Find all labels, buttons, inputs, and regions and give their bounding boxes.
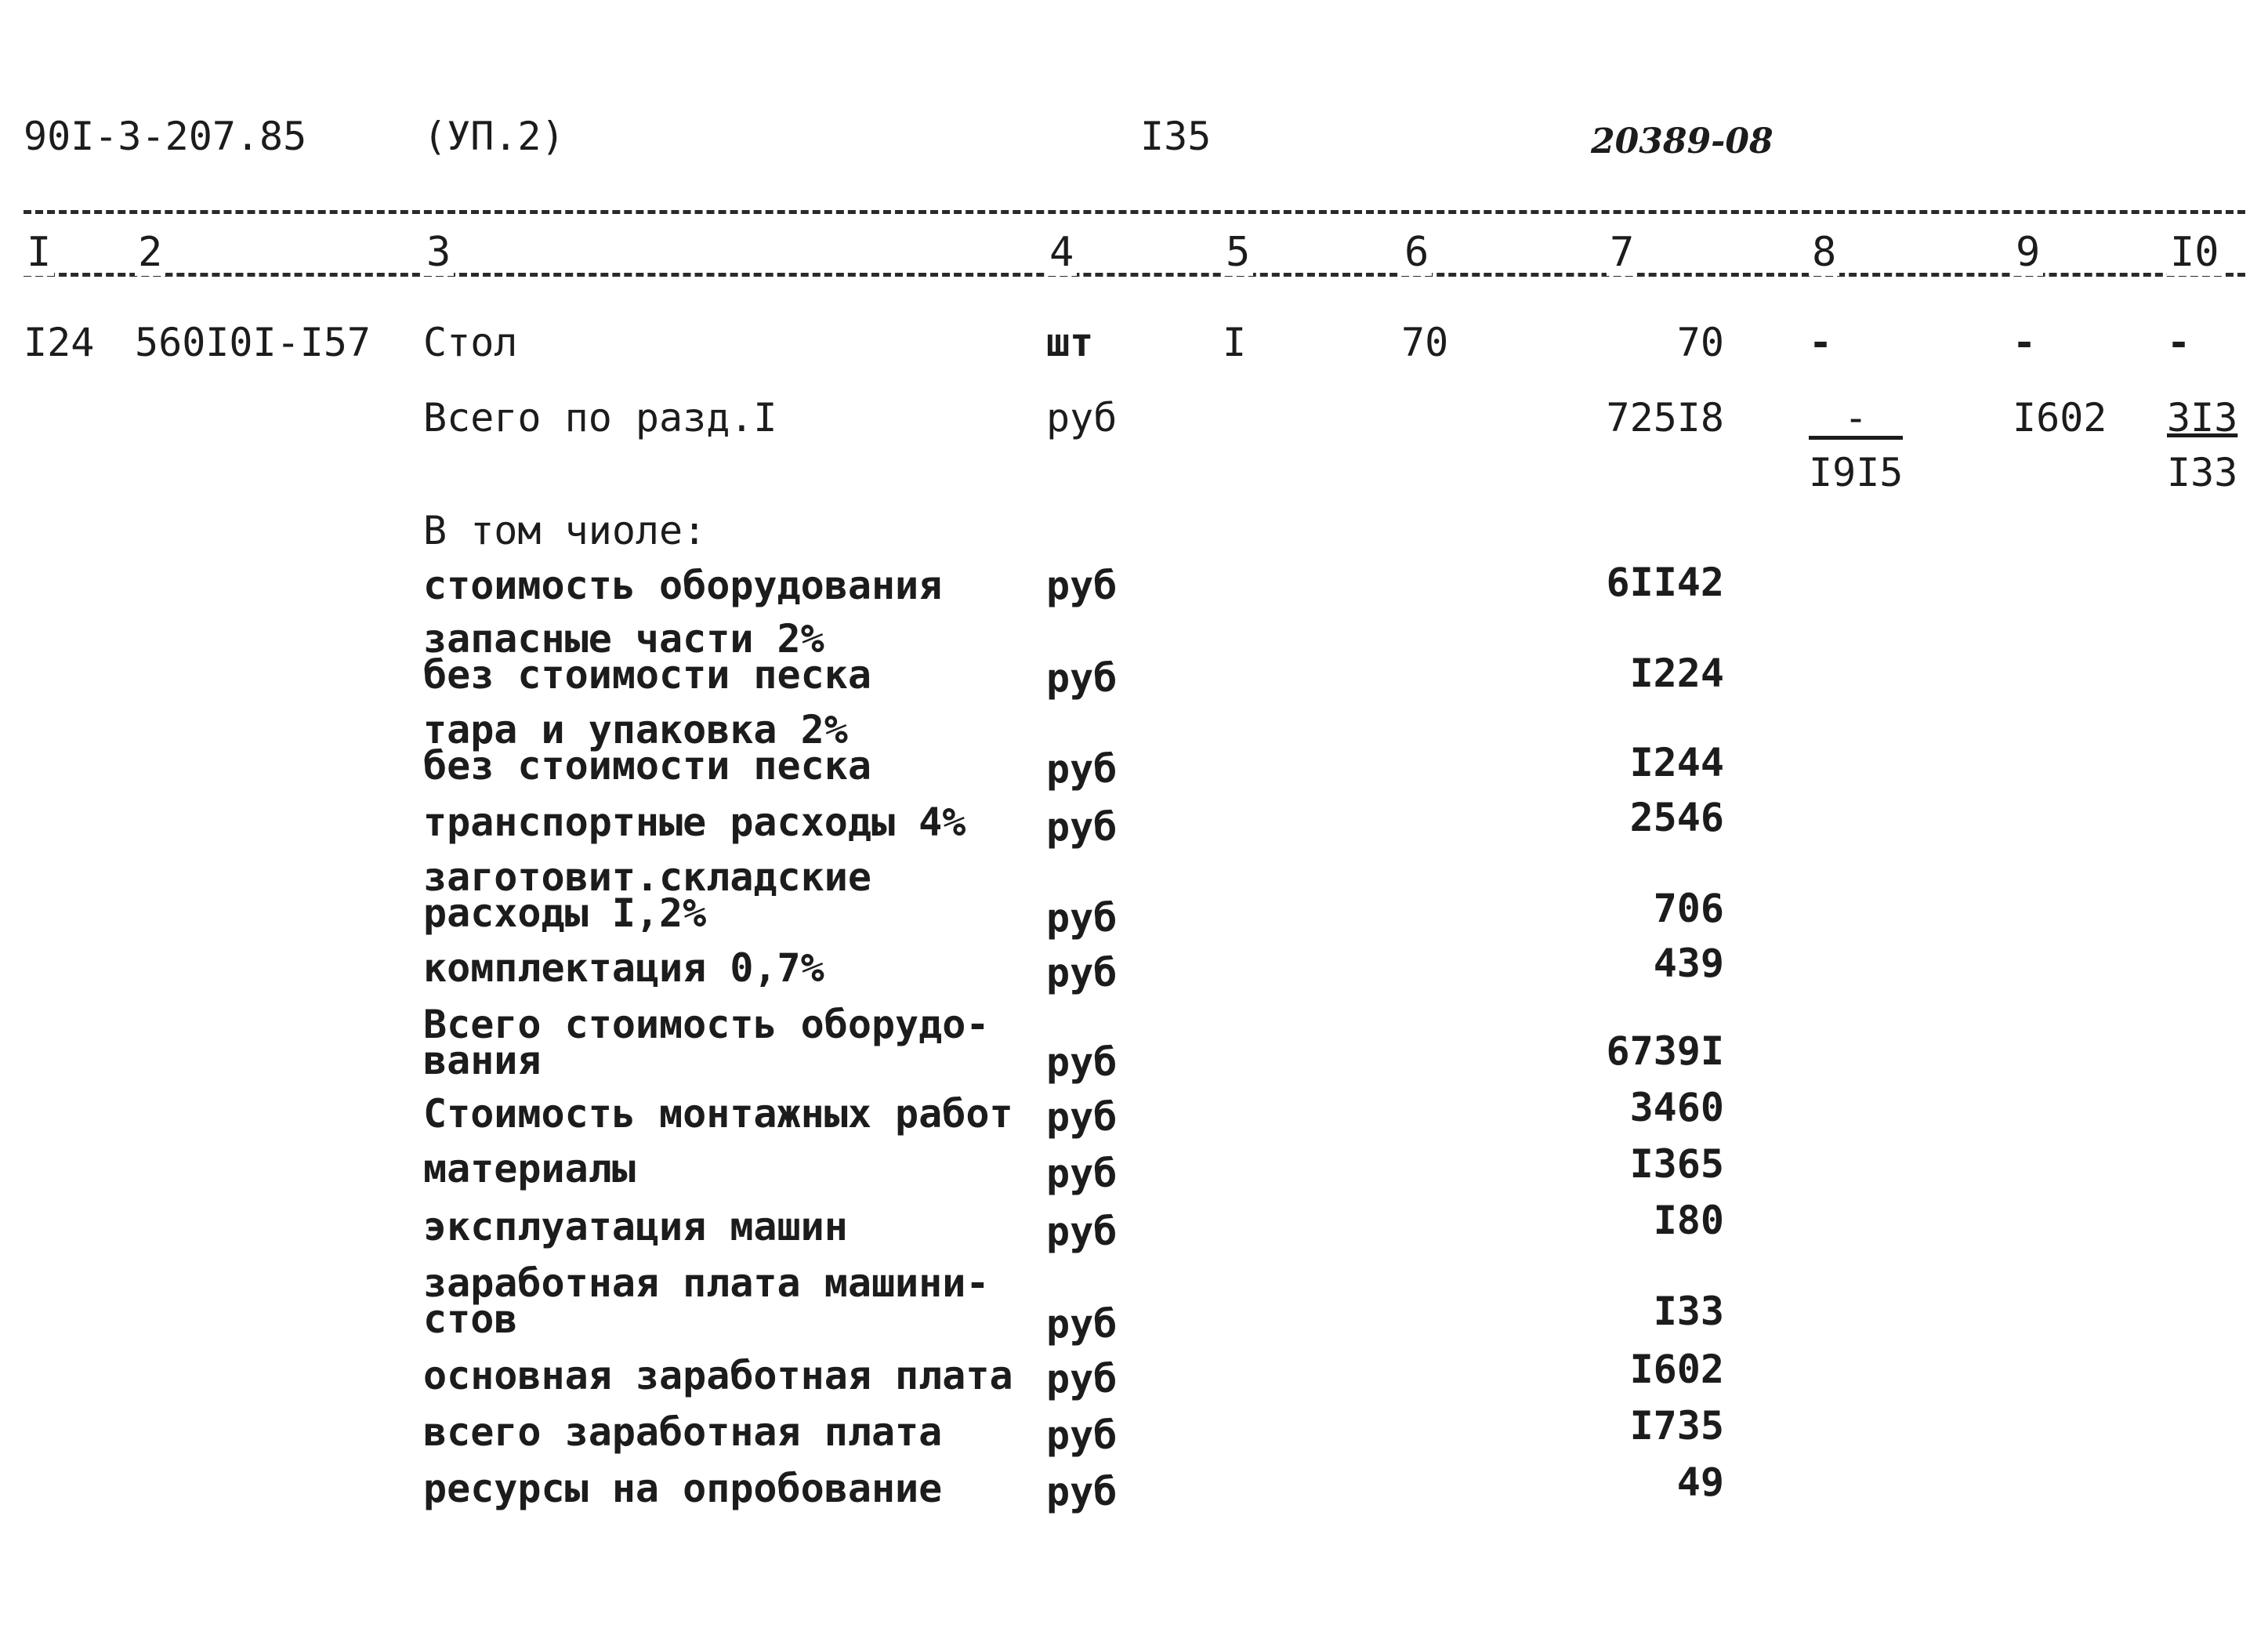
column-number-4: 4: [1046, 229, 1077, 276]
row-unit: руб: [1046, 950, 1118, 995]
row-value: I224: [1629, 651, 1724, 696]
column-number-10: I0: [2167, 229, 2223, 276]
row-label-continued: вания: [423, 1038, 542, 1083]
column-number-8: 8: [1809, 229, 1839, 276]
item-col8: -: [1809, 320, 1833, 365]
section-total-label: Всего по разд.I: [423, 395, 777, 441]
item-name: Стол: [423, 320, 518, 365]
item-price: 70: [1401, 320, 1449, 365]
row-value: I602: [1629, 1347, 1724, 1392]
row-unit: руб: [1046, 1039, 1118, 1085]
row-label-continued: расходы I,2%: [423, 890, 707, 936]
row-unit: руб: [1046, 1094, 1118, 1140]
column-number-7: 7: [1607, 229, 1637, 276]
row-unit: руб: [1046, 1151, 1118, 1196]
page-number: I35: [1140, 114, 1212, 159]
header-divider-bottom: [24, 273, 2245, 277]
row-label-continued: без стоимости песка: [423, 743, 871, 789]
row-value: 49: [1676, 1460, 1724, 1505]
row-label: Стоимость монтажных работ: [423, 1091, 1013, 1137]
row-value: 439: [1653, 941, 1724, 986]
item-col10: -: [2167, 320, 2191, 365]
row-label: стоимость оборудования: [423, 563, 943, 608]
row-label: эксплуатация машин: [423, 1204, 848, 1249]
row-unit: руб: [1046, 1469, 1118, 1514]
item-code: 560I0I-I57: [135, 320, 371, 365]
document-code: 90I-3-207.85: [24, 114, 307, 159]
row-label: заготовит.складские: [423, 854, 871, 900]
row-label-continued: без стоимости песка: [423, 652, 871, 698]
section-total-col8-top: -: [1809, 398, 1903, 440]
row-label: основная заработная плата: [423, 1353, 1013, 1398]
row-value: 6II42: [1606, 560, 1724, 605]
row-value: 6739I: [1606, 1028, 1724, 1074]
row-label: всего заработная плата: [423, 1409, 943, 1455]
row-value: I33: [1653, 1289, 1724, 1334]
item-total: 70: [1676, 320, 1724, 365]
item-quantity: I: [1223, 320, 1247, 365]
including-heading: В том чиоле:: [423, 508, 707, 553]
row-value: 706: [1653, 886, 1724, 931]
handwritten-number: 20389-08: [1591, 121, 1773, 161]
row-label: транспортные расходы 4%: [423, 800, 966, 845]
item-unit: шт: [1046, 320, 1094, 365]
section-total-col8-bottom: I9I5: [1809, 450, 1904, 495]
section-total-col10-top: 3I3: [2167, 395, 2238, 441]
row-unit: руб: [1046, 1356, 1118, 1401]
column-number-3: 3: [423, 229, 454, 276]
row-value: I80: [1653, 1198, 1724, 1243]
column-number-2: 2: [135, 229, 165, 276]
row-label-continued: стов: [423, 1296, 518, 1342]
row-unit: руб: [1046, 655, 1118, 701]
row-unit: руб: [1046, 563, 1118, 608]
item-col9: -: [2013, 320, 2037, 365]
row-value: I735: [1629, 1403, 1724, 1449]
row-unit: руб: [1046, 895, 1118, 941]
item-number: I24: [24, 320, 95, 365]
row-label: ресурсы на опробование: [423, 1466, 943, 1511]
row-label: комплектация 0,7%: [423, 945, 824, 991]
row-label: тара и упаковка 2%: [423, 707, 848, 752]
row-label: запасные части 2%: [423, 616, 824, 662]
section-total-col10-bottom: I33: [2167, 450, 2238, 495]
row-value: 2546: [1629, 795, 1724, 840]
row-unit: руб: [1046, 1209, 1118, 1254]
column-number-5: 5: [1223, 229, 1253, 276]
row-label: материалы: [423, 1146, 636, 1191]
section-label: (УП.2): [423, 114, 565, 159]
row-value: 3460: [1629, 1085, 1724, 1130]
column-number-1: I: [24, 229, 54, 276]
section-total-value: 725I8: [1606, 395, 1724, 441]
row-unit: руб: [1046, 746, 1118, 792]
column-number-9: 9: [2013, 229, 2043, 276]
row-value: I365: [1629, 1141, 1724, 1187]
section-total-unit: руб: [1046, 395, 1118, 441]
header-divider-top: [24, 210, 2245, 214]
section-total-col9: I602: [2013, 395, 2107, 441]
column-number-6: 6: [1401, 229, 1432, 276]
row-value: I244: [1629, 740, 1724, 785]
row-label: заработная плата машини-: [423, 1260, 990, 1306]
row-unit: руб: [1046, 1301, 1118, 1347]
row-label: Всего стоимость оборудо-: [423, 1002, 990, 1047]
row-unit: руб: [1046, 1412, 1118, 1458]
row-unit: руб: [1046, 804, 1118, 850]
